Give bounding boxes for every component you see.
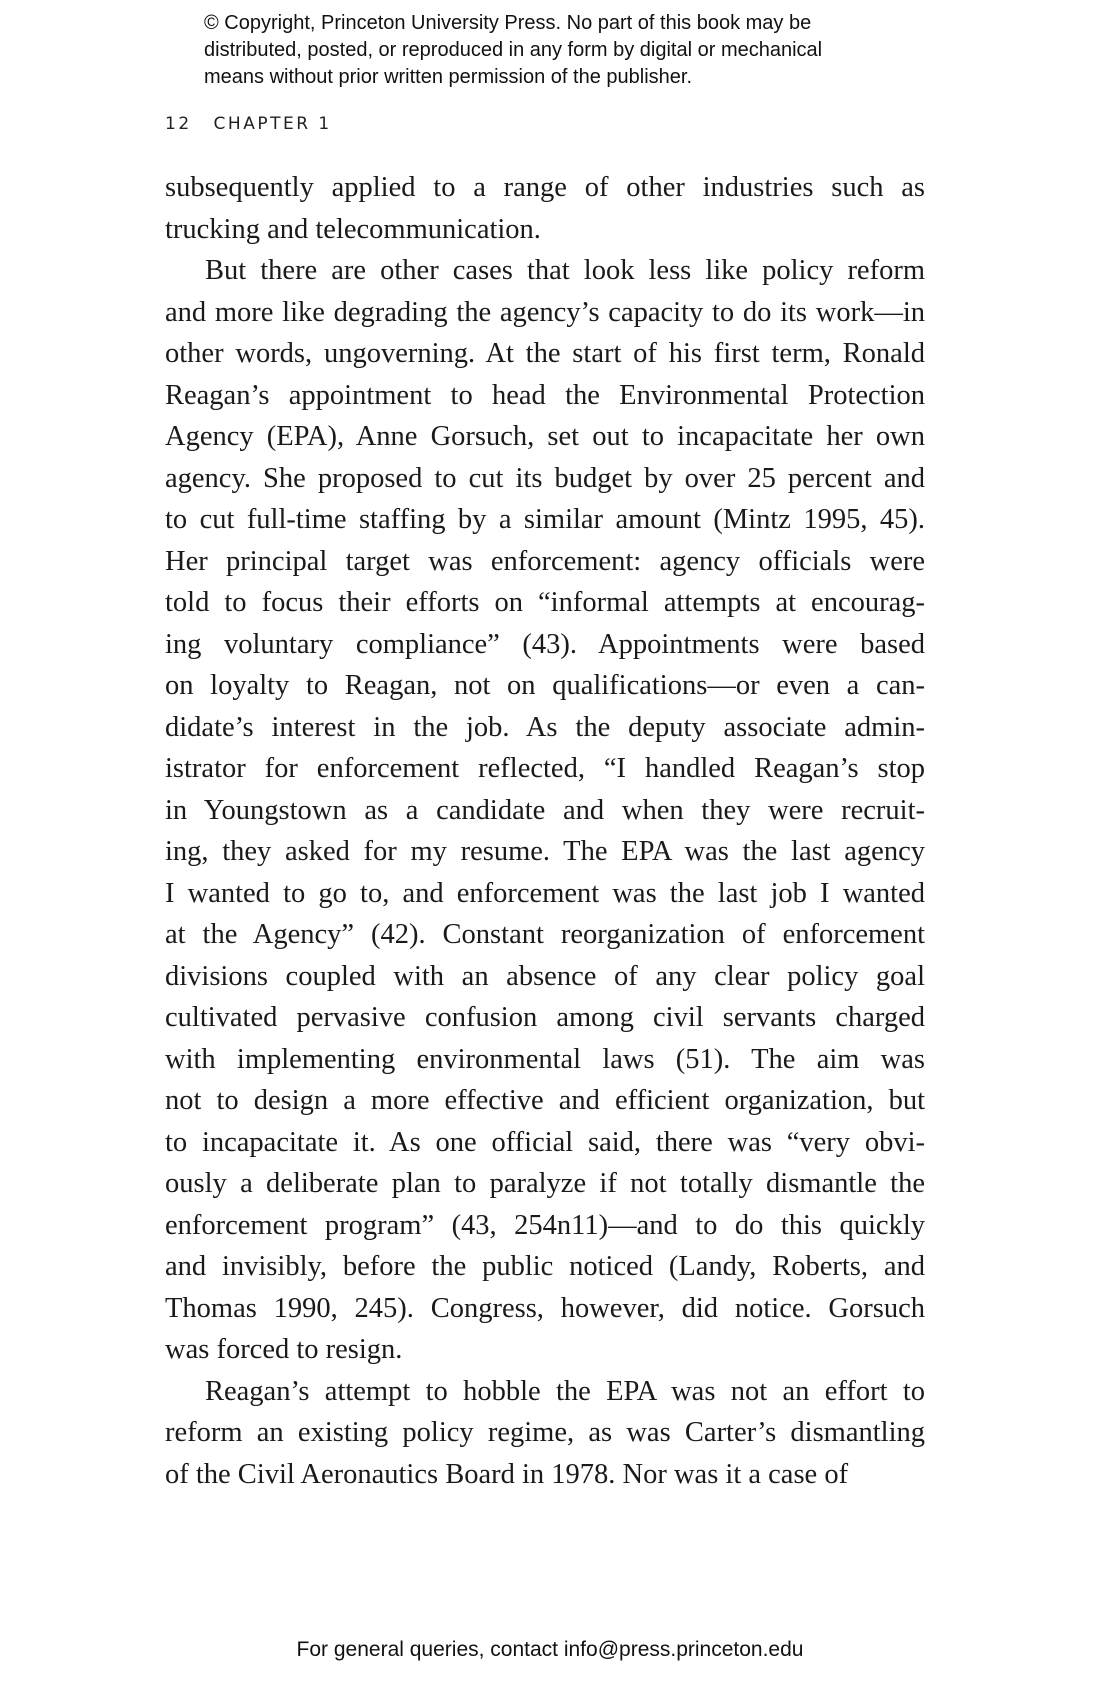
body-paragraph (165, 167, 925, 250)
copyright-notice (204, 10, 964, 91)
text-line: and invisibly, before the public noticed (Landy, Roberts, and (165, 1251, 925, 1282)
text-line: ously a deliberate plan to paralyze if not totally dismantle the (165, 1168, 925, 1199)
text-line: agency. She proposed to cut its budget by over 25 percent and (165, 462, 925, 494)
text-line: subsequently applied to a range of other industries such as (165, 172, 925, 203)
text-line: Agency (EPA), Anne Gorsuch, set out to incapacitate her own (165, 421, 925, 452)
text-line: was forced to resign. (165, 1334, 403, 1365)
text-line: in Youngstown as a candidate and when they were recruit- (165, 794, 925, 826)
text-line: reform an existing policy regime, as was Carter’s dismantling (165, 1417, 925, 1448)
page-number: 12 (165, 114, 192, 134)
text-line: But there are other cases that look less like policy reform (205, 255, 925, 286)
body-paragraph (165, 250, 925, 1371)
copyright-line: means without prior written permission of the publisher. (204, 66, 693, 88)
text-line: at the Agency” (42). Constant reorganization of enforcement (165, 919, 925, 950)
text-line: Her principal target was enforcement: agency officials were (165, 545, 925, 577)
text-line: trucking and telecommunication. (165, 213, 541, 245)
text-line: other words, ungoverning. At the start of his first term, Ronald (165, 338, 925, 369)
text-line: ing voluntary compliance” (43). Appointments were based (165, 628, 925, 660)
running-head (165, 114, 332, 134)
text-line: divisions coupled with an absence of any clear policy goal (165, 960, 925, 992)
copyright-line: distributed, posted, or reproduced in any form by digital or mechanical (204, 39, 823, 61)
text-line: told to focus their efforts on “informal attempts at encourag- (165, 587, 925, 618)
body-text (165, 167, 925, 1495)
text-line: Reagan’s attempt to hobble the EPA was not an effort to (205, 1375, 925, 1407)
text-line: ing, they asked for my resume. The EPA was the last agency (165, 836, 925, 867)
footer-contact: For general queries, contact info@press.princeton.edu (296, 1638, 804, 1661)
text-line: istrator for enforcement reflected, “I handled Reagan’s stop (165, 753, 925, 784)
chapter-label: CHAPTER 1 (213, 114, 332, 134)
text-line: I wanted to go to, and enforcement was the last job I wanted (165, 877, 925, 909)
text-line: Thomas 1990, 245). Congress, however, did notice. Gorsuch (165, 1292, 925, 1324)
body-paragraph (165, 1371, 925, 1496)
text-line: to cut full-time staffing by a similar amount (Mintz 1995, 45). (165, 504, 925, 535)
text-line: Reagan’s appointment to head the Environmental Protection (165, 379, 925, 411)
text-line: didate’s interest in the job. As the deputy associate admin- (165, 711, 925, 743)
text-line: enforcement program” (43, 254n11)—and to do this quickly (165, 1209, 925, 1241)
copyright-line: © Copyright, Princeton University Press. No part of this book may be (204, 12, 812, 34)
text-line: not to design a more effective and efficient organization, but (165, 1085, 925, 1116)
text-line: to incapacitate it. As one official said, there was “very obvi- (165, 1126, 925, 1158)
text-line: with implementing environmental laws (51). The aim was (165, 1043, 925, 1075)
text-line: cultivated pervasive confusion among civil servants charged (165, 1002, 925, 1033)
text-line: of the Civil Aeronautics Board in 1978. Nor was it a case of (165, 1458, 849, 1490)
text-line: and more like degrading the agency’s capacity to do its work—in (165, 296, 925, 328)
text-line: on loyalty to Reagan, not on qualifications—or even a can- (165, 670, 925, 701)
